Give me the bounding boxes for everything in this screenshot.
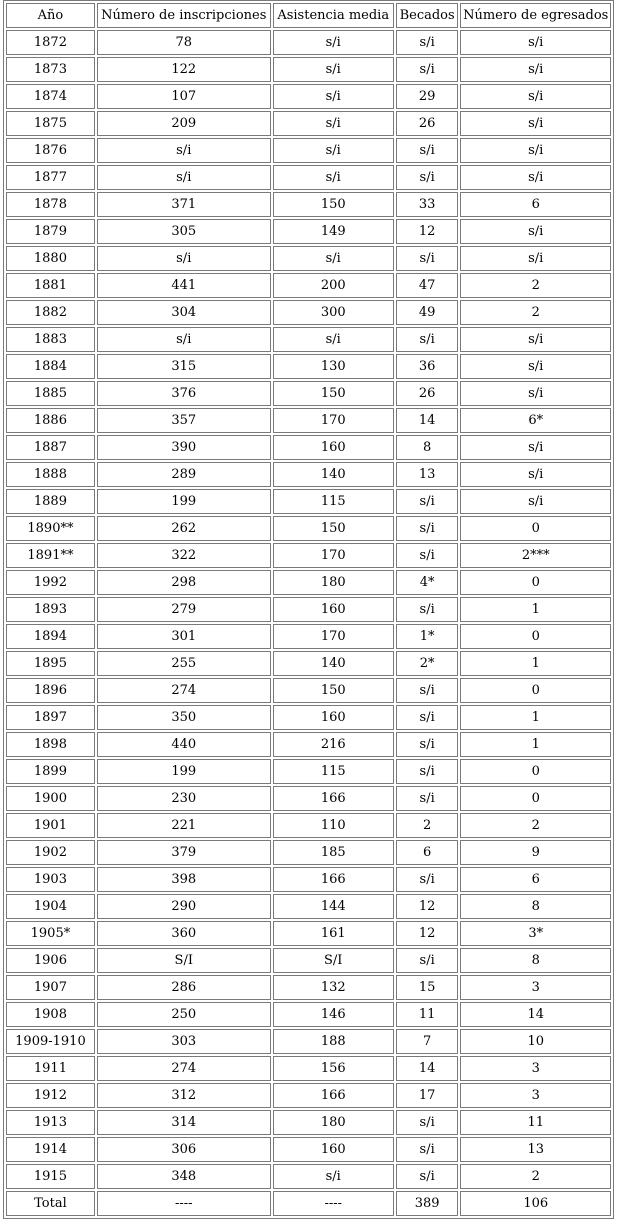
- cell-year: 1913: [6, 1110, 95, 1135]
- cell-year: 1874: [6, 84, 95, 109]
- cell-year: 1872: [6, 30, 95, 55]
- cell-graduates: 0: [460, 678, 611, 703]
- cell-scholarships: 14: [396, 408, 459, 433]
- header-scholarships: Becados: [396, 3, 459, 28]
- header-enrollments: Número de inscripciones: [97, 3, 271, 28]
- cell-scholarships: s/i: [396, 327, 459, 352]
- cell-scholarships: 2*: [396, 651, 459, 676]
- table-row: [6, 570, 611, 595]
- cell-scholarships: s/i: [396, 705, 459, 730]
- cell-attendance: 300: [273, 300, 394, 325]
- cell-scholarships: s/i: [396, 516, 459, 541]
- cell-enrollments: 255: [97, 651, 271, 676]
- cell-scholarships: s/i: [396, 165, 459, 190]
- cell-year: 1912: [6, 1083, 95, 1108]
- cell-graduates: 0: [460, 516, 611, 541]
- cell-scholarships: 6: [396, 840, 459, 865]
- cell-scholarships: 26: [396, 381, 459, 406]
- cell-graduates: 2***: [460, 543, 611, 568]
- cell-year: 1894: [6, 624, 95, 649]
- cell-enrollments: 262: [97, 516, 271, 541]
- cell-attendance: 140: [273, 651, 394, 676]
- cell-year: 1901: [6, 813, 95, 838]
- cell-year: 1905*: [6, 921, 95, 946]
- table-row: [6, 192, 611, 217]
- table-row: [6, 1002, 611, 1027]
- cell-scholarships: s/i: [396, 786, 459, 811]
- cell-enrollments: s/i: [97, 246, 271, 271]
- cell-enrollments: 305: [97, 219, 271, 244]
- cell-enrollments: 298: [97, 570, 271, 595]
- cell-scholarships: 17: [396, 1083, 459, 1108]
- cell-graduates: 1: [460, 651, 611, 676]
- cell-graduates: 3: [460, 1056, 611, 1081]
- cell-year: 1911: [6, 1056, 95, 1081]
- cell-enrollments: 274: [97, 678, 271, 703]
- cell-enrollments: ----: [97, 1191, 271, 1216]
- cell-scholarships: 47: [396, 273, 459, 298]
- cell-attendance: s/i: [273, 246, 394, 271]
- cell-scholarships: 11: [396, 1002, 459, 1027]
- cell-graduates: 1: [460, 597, 611, 622]
- table-row: [6, 921, 611, 946]
- cell-graduates: 3: [460, 1083, 611, 1108]
- cell-graduates: 3*: [460, 921, 611, 946]
- table-row: [6, 624, 611, 649]
- cell-graduates: 14: [460, 1002, 611, 1027]
- cell-attendance: 160: [273, 705, 394, 730]
- cell-year: 1875: [6, 111, 95, 136]
- cell-graduates: 106: [460, 1191, 611, 1216]
- cell-scholarships: s/i: [396, 597, 459, 622]
- table-row: [6, 543, 611, 568]
- table-row: [6, 516, 611, 541]
- cell-attendance: s/i: [273, 57, 394, 82]
- table-row: [6, 489, 611, 514]
- cell-year: 1908: [6, 1002, 95, 1027]
- table-row: [6, 705, 611, 730]
- cell-enrollments: 390: [97, 435, 271, 460]
- cell-graduates: 6*: [460, 408, 611, 433]
- cell-attendance: 150: [273, 678, 394, 703]
- cell-graduates: s/i: [460, 219, 611, 244]
- cell-attendance: 140: [273, 462, 394, 487]
- cell-year: 1880: [6, 246, 95, 271]
- cell-graduates: 0: [460, 624, 611, 649]
- cell-attendance: 166: [273, 1083, 394, 1108]
- cell-enrollments: 107: [97, 84, 271, 109]
- cell-attendance: 200: [273, 273, 394, 298]
- table-body: [6, 30, 611, 1216]
- cell-graduates: 0: [460, 759, 611, 784]
- cell-year: 1891**: [6, 543, 95, 568]
- cell-year: 1895: [6, 651, 95, 676]
- cell-attendance: s/i: [273, 327, 394, 352]
- cell-graduates: 2: [460, 813, 611, 838]
- cell-graduates: s/i: [460, 462, 611, 487]
- cell-scholarships: s/i: [396, 759, 459, 784]
- cell-graduates: s/i: [460, 381, 611, 406]
- cell-enrollments: 122: [97, 57, 271, 82]
- cell-attendance: s/i: [273, 138, 394, 163]
- table-row: [6, 435, 611, 460]
- cell-enrollments: 306: [97, 1137, 271, 1162]
- cell-year: 1902: [6, 840, 95, 865]
- cell-graduates: s/i: [460, 57, 611, 82]
- cell-scholarships: s/i: [396, 543, 459, 568]
- table-row: [6, 651, 611, 676]
- cell-year: 1887: [6, 435, 95, 460]
- table-row: [6, 813, 611, 838]
- cell-scholarships: 8: [396, 435, 459, 460]
- cell-scholarships: s/i: [396, 1137, 459, 1162]
- cell-graduates: s/i: [460, 111, 611, 136]
- cell-year: 1904: [6, 894, 95, 919]
- table-row: [6, 1083, 611, 1108]
- cell-enrollments: 398: [97, 867, 271, 892]
- cell-enrollments: 250: [97, 1002, 271, 1027]
- cell-scholarships: 49: [396, 300, 459, 325]
- table-row: [6, 462, 611, 487]
- cell-year: 1876: [6, 138, 95, 163]
- table-row: [6, 327, 611, 352]
- cell-year: 1915: [6, 1164, 95, 1189]
- cell-graduates: 10: [460, 1029, 611, 1054]
- table-row: [6, 300, 611, 325]
- cell-graduates: s/i: [460, 246, 611, 271]
- cell-attendance: 144: [273, 894, 394, 919]
- enrollment-table: [3, 0, 614, 1219]
- table-row: [6, 138, 611, 163]
- cell-graduates: s/i: [460, 489, 611, 514]
- cell-enrollments: s/i: [97, 138, 271, 163]
- cell-graduates: s/i: [460, 165, 611, 190]
- table-row: [6, 219, 611, 244]
- cell-attendance: 170: [273, 624, 394, 649]
- cell-attendance: s/i: [273, 1164, 394, 1189]
- cell-enrollments: 274: [97, 1056, 271, 1081]
- cell-graduates: 8: [460, 948, 611, 973]
- cell-enrollments: 376: [97, 381, 271, 406]
- cell-year: 1906: [6, 948, 95, 973]
- cell-enrollments: 348: [97, 1164, 271, 1189]
- table-row: [6, 894, 611, 919]
- cell-attendance: 156: [273, 1056, 394, 1081]
- cell-enrollments: 301: [97, 624, 271, 649]
- cell-scholarships: 2: [396, 813, 459, 838]
- cell-year: 1909-1910: [6, 1029, 95, 1054]
- table-row: [6, 84, 611, 109]
- cell-enrollments: 314: [97, 1110, 271, 1135]
- cell-graduates: 1: [460, 705, 611, 730]
- cell-graduates: s/i: [460, 138, 611, 163]
- cell-scholarships: 13: [396, 462, 459, 487]
- cell-enrollments: s/i: [97, 165, 271, 190]
- cell-year: 1888: [6, 462, 95, 487]
- cell-scholarships: 7: [396, 1029, 459, 1054]
- cell-graduates: 1: [460, 732, 611, 757]
- table-row: [6, 381, 611, 406]
- cell-enrollments: 78: [97, 30, 271, 55]
- cell-enrollments: 199: [97, 759, 271, 784]
- cell-year: 1903: [6, 867, 95, 892]
- cell-year: 1898: [6, 732, 95, 757]
- cell-scholarships: s/i: [396, 867, 459, 892]
- cell-attendance: 150: [273, 381, 394, 406]
- table-row: [6, 1164, 611, 1189]
- cell-year: 1907: [6, 975, 95, 1000]
- cell-enrollments: 440: [97, 732, 271, 757]
- cell-year: 1900: [6, 786, 95, 811]
- cell-enrollments: 315: [97, 354, 271, 379]
- table-row: [6, 597, 611, 622]
- cell-enrollments: 441: [97, 273, 271, 298]
- cell-graduates: 3: [460, 975, 611, 1000]
- table-row: [6, 273, 611, 298]
- table-row: [6, 165, 611, 190]
- cell-attendance: 180: [273, 1110, 394, 1135]
- cell-enrollments: 209: [97, 111, 271, 136]
- cell-graduates: 8: [460, 894, 611, 919]
- cell-enrollments: 322: [97, 543, 271, 568]
- table-row: [6, 354, 611, 379]
- cell-scholarships: 14: [396, 1056, 459, 1081]
- cell-enrollments: 230: [97, 786, 271, 811]
- cell-attendance: S/I: [273, 948, 394, 973]
- cell-enrollments: 350: [97, 705, 271, 730]
- cell-scholarships: 15: [396, 975, 459, 1000]
- cell-attendance: 130: [273, 354, 394, 379]
- cell-scholarships: s/i: [396, 30, 459, 55]
- cell-year: 1877: [6, 165, 95, 190]
- cell-year: 1992: [6, 570, 95, 595]
- cell-graduates: 0: [460, 570, 611, 595]
- header-year: Año: [6, 3, 95, 28]
- cell-attendance: 150: [273, 516, 394, 541]
- cell-scholarships: 29: [396, 84, 459, 109]
- cell-scholarships: s/i: [396, 678, 459, 703]
- cell-attendance: 150: [273, 192, 394, 217]
- cell-enrollments: 371: [97, 192, 271, 217]
- cell-scholarships: s/i: [396, 489, 459, 514]
- header-row: [6, 3, 611, 28]
- cell-attendance: s/i: [273, 84, 394, 109]
- cell-graduates: s/i: [460, 435, 611, 460]
- cell-attendance: 170: [273, 408, 394, 433]
- cell-attendance: s/i: [273, 165, 394, 190]
- table-row: [6, 867, 611, 892]
- cell-scholarships: 12: [396, 894, 459, 919]
- table-row: [6, 57, 611, 82]
- cell-scholarships: s/i: [396, 246, 459, 271]
- cell-graduates: 6: [460, 192, 611, 217]
- cell-attendance: 160: [273, 435, 394, 460]
- cell-enrollments: 286: [97, 975, 271, 1000]
- cell-graduates: 0: [460, 786, 611, 811]
- header-attendance: Asistencia media: [273, 3, 394, 28]
- cell-attendance: 166: [273, 786, 394, 811]
- header-graduates: Número de egresados: [460, 3, 611, 28]
- table-row: [6, 1137, 611, 1162]
- cell-enrollments: 303: [97, 1029, 271, 1054]
- cell-year: 1881: [6, 273, 95, 298]
- cell-enrollments: 312: [97, 1083, 271, 1108]
- cell-scholarships: s/i: [396, 57, 459, 82]
- cell-attendance: 188: [273, 1029, 394, 1054]
- cell-scholarships: s/i: [396, 732, 459, 757]
- table-row: [6, 111, 611, 136]
- cell-attendance: 166: [273, 867, 394, 892]
- cell-enrollments: S/I: [97, 948, 271, 973]
- table-row: [6, 1029, 611, 1054]
- cell-year: 1893: [6, 597, 95, 622]
- cell-graduates: s/i: [460, 84, 611, 109]
- cell-scholarships: s/i: [396, 1164, 459, 1189]
- cell-year: 1890**: [6, 516, 95, 541]
- table-row: [6, 948, 611, 973]
- cell-graduates: s/i: [460, 354, 611, 379]
- cell-year: 1896: [6, 678, 95, 703]
- table-row: [6, 1056, 611, 1081]
- cell-enrollments: 304: [97, 300, 271, 325]
- cell-scholarships: 12: [396, 921, 459, 946]
- cell-enrollments: 199: [97, 489, 271, 514]
- cell-graduates: 13: [460, 1137, 611, 1162]
- cell-scholarships: 26: [396, 111, 459, 136]
- cell-attendance: 185: [273, 840, 394, 865]
- table-row: [6, 30, 611, 55]
- cell-scholarships: 4*: [396, 570, 459, 595]
- cell-year: 1889: [6, 489, 95, 514]
- cell-attendance: s/i: [273, 111, 394, 136]
- cell-graduates: s/i: [460, 30, 611, 55]
- cell-year: 1882: [6, 300, 95, 325]
- cell-enrollments: 290: [97, 894, 271, 919]
- table-row: [6, 408, 611, 433]
- cell-attendance: 161: [273, 921, 394, 946]
- cell-scholarships: 33: [396, 192, 459, 217]
- cell-year: 1878: [6, 192, 95, 217]
- cell-scholarships: 1*: [396, 624, 459, 649]
- table-row: [6, 678, 611, 703]
- table-row: [6, 246, 611, 271]
- table-row: [6, 840, 611, 865]
- cell-year: 1885: [6, 381, 95, 406]
- cell-year: 1886: [6, 408, 95, 433]
- cell-attendance: s/i: [273, 30, 394, 55]
- cell-graduates: 11: [460, 1110, 611, 1135]
- cell-scholarships: s/i: [396, 138, 459, 163]
- cell-scholarships: 12: [396, 219, 459, 244]
- table-row: [6, 786, 611, 811]
- cell-attendance: ----: [273, 1191, 394, 1216]
- cell-year: 1883: [6, 327, 95, 352]
- cell-graduates: 2: [460, 273, 611, 298]
- cell-attendance: 115: [273, 759, 394, 784]
- cell-enrollments: s/i: [97, 327, 271, 352]
- table-row: [6, 732, 611, 757]
- cell-scholarships: s/i: [396, 1110, 459, 1135]
- cell-scholarships: s/i: [396, 948, 459, 973]
- cell-attendance: 146: [273, 1002, 394, 1027]
- cell-attendance: 180: [273, 570, 394, 595]
- cell-scholarships: 36: [396, 354, 459, 379]
- cell-year: 1873: [6, 57, 95, 82]
- cell-attendance: 216: [273, 732, 394, 757]
- cell-graduates: 2: [460, 1164, 611, 1189]
- cell-enrollments: 379: [97, 840, 271, 865]
- cell-scholarships: 389: [396, 1191, 459, 1216]
- cell-attendance: 170: [273, 543, 394, 568]
- cell-graduates: 9: [460, 840, 611, 865]
- cell-graduates: s/i: [460, 327, 611, 352]
- cell-year: 1884: [6, 354, 95, 379]
- cell-graduates: 2: [460, 300, 611, 325]
- cell-enrollments: 357: [97, 408, 271, 433]
- cell-enrollments: 221: [97, 813, 271, 838]
- table-row: [6, 975, 611, 1000]
- total-row: [6, 1191, 611, 1216]
- cell-year: 1897: [6, 705, 95, 730]
- cell-attendance: 110: [273, 813, 394, 838]
- cell-year: 1899: [6, 759, 95, 784]
- table-row: [6, 1110, 611, 1135]
- cell-graduates: 6: [460, 867, 611, 892]
- cell-year: 1879: [6, 219, 95, 244]
- cell-attendance: 160: [273, 1137, 394, 1162]
- cell-year: 1914: [6, 1137, 95, 1162]
- table-row: [6, 759, 611, 784]
- cell-attendance: 160: [273, 597, 394, 622]
- cell-attendance: 132: [273, 975, 394, 1000]
- cell-year: Total: [6, 1191, 95, 1216]
- cell-attendance: 115: [273, 489, 394, 514]
- cell-enrollments: 279: [97, 597, 271, 622]
- cell-enrollments: 289: [97, 462, 271, 487]
- cell-attendance: 149: [273, 219, 394, 244]
- cell-enrollments: 360: [97, 921, 271, 946]
